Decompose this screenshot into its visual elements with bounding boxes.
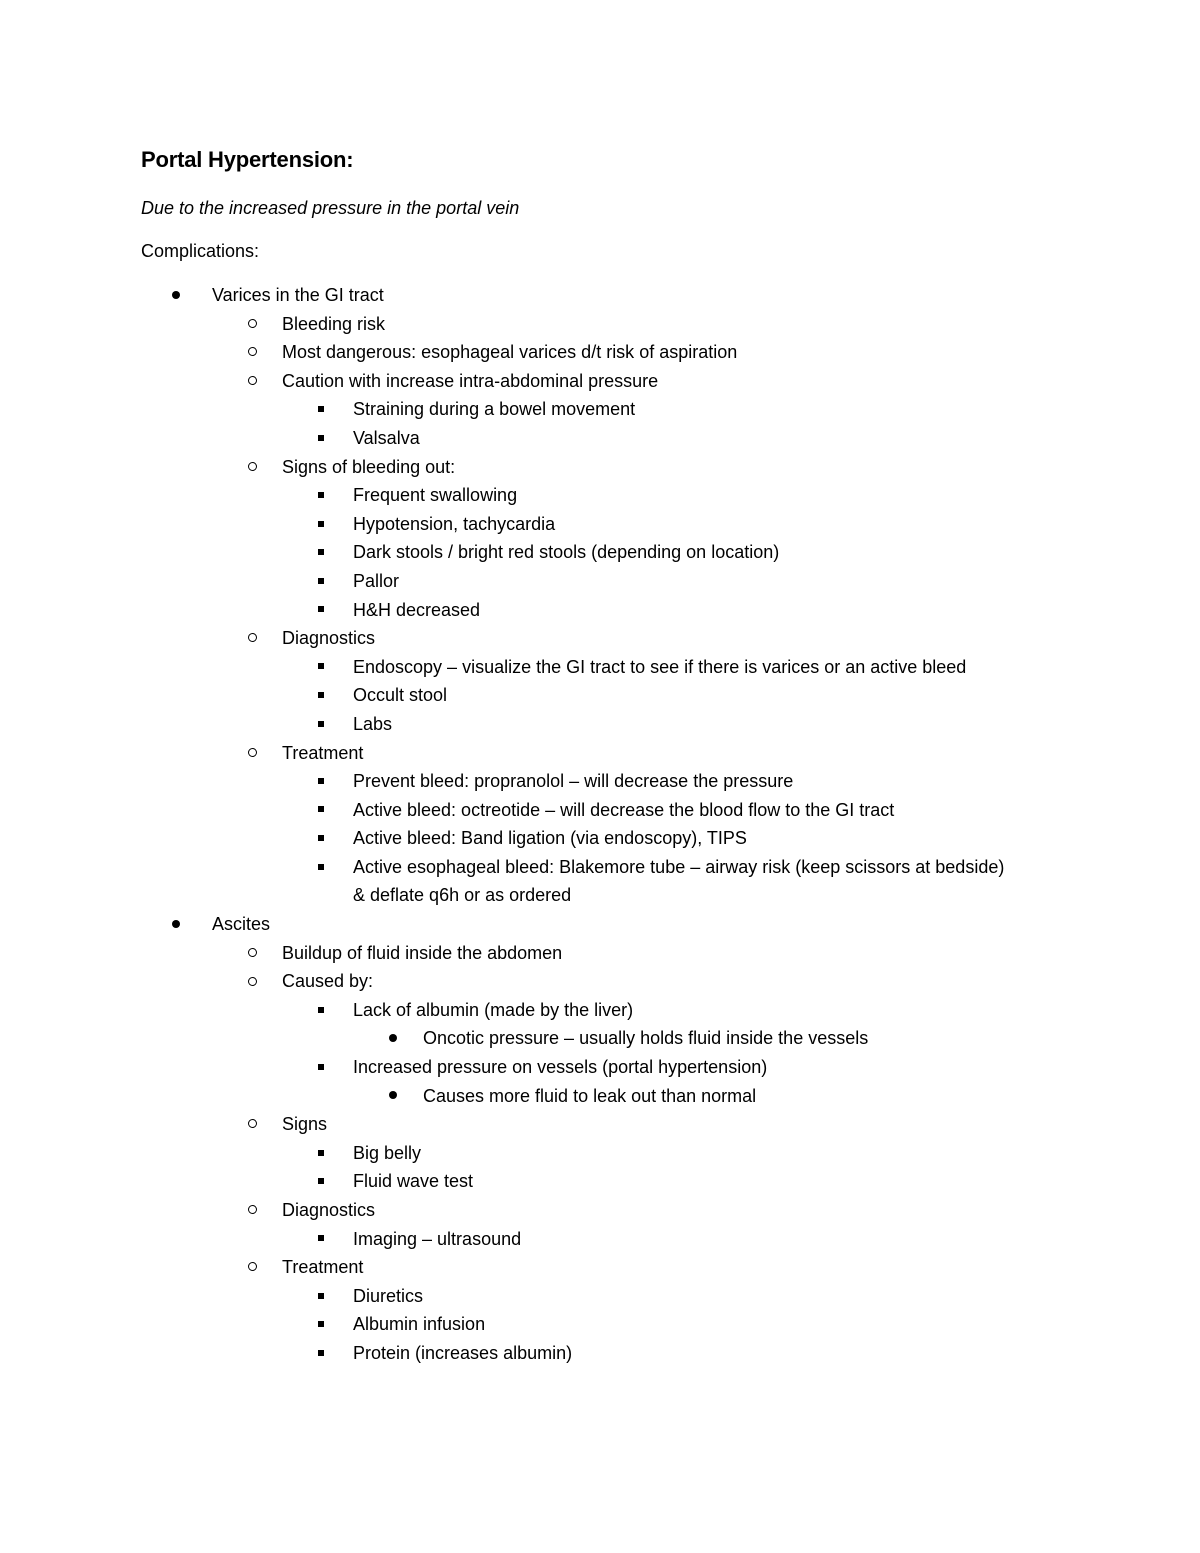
- page-title: Portal Hypertension:: [141, 147, 354, 172]
- list-item: Diagnostics: [0, 624, 1200, 653]
- bullet-square-icon: [318, 853, 324, 882]
- list-item: Causes more fluid to leak out than normal: [0, 1082, 1200, 1111]
- bullet-square-icon: [318, 395, 324, 424]
- list-item: Occult stool: [0, 681, 1200, 710]
- bullet-circle-icon: [248, 338, 257, 367]
- bullet-square-icon: [318, 796, 324, 825]
- list-item: H&H decreased: [0, 596, 1200, 625]
- list-item-varices: [0, 281, 1200, 310]
- bullet-square-icon: [318, 1339, 324, 1368]
- list-item: Frequent swallowing: [0, 481, 1200, 510]
- bullet-dot-icon: [389, 1024, 397, 1053]
- list-item-continuation: & deflate q6h or as ordered: [353, 885, 572, 906]
- list-item: Bleeding risk: [0, 310, 1200, 339]
- list-item: Active bleed: Band ligation (via endoscopy), TIPS: [0, 824, 1200, 853]
- bullet-circle-icon: [248, 453, 257, 482]
- bullet-square-icon: [318, 681, 324, 710]
- bullet-square-icon: [318, 1139, 324, 1168]
- list-item: Caused by:: [0, 967, 1200, 996]
- list-item: Dark stools / bright red stools (depending on location): [0, 538, 1200, 567]
- bullet-dot-icon: [172, 910, 180, 939]
- bullet-dot-icon: [172, 281, 180, 310]
- bullet-square-icon: [318, 1282, 324, 1311]
- bullet-square-icon: [318, 538, 324, 567]
- list-item: Fluid wave test: [0, 1167, 1200, 1196]
- list-item: Labs: [0, 710, 1200, 739]
- bullet-square-icon: [318, 1310, 324, 1339]
- bullet-square-icon: [318, 1225, 324, 1254]
- bullet-square-icon: [318, 424, 324, 453]
- list-item: Endoscopy – visualize the GI tract to see if there is varices or an active bleed: [0, 653, 1200, 682]
- list-item: Protein (increases albumin): [0, 1339, 1200, 1368]
- bullet-square-icon: [318, 653, 324, 682]
- bullet-circle-icon: [248, 939, 257, 968]
- bullet-circle-icon: [248, 1110, 257, 1139]
- bullet-dot-icon: [389, 1082, 397, 1111]
- list-item: Signs: [0, 1110, 1200, 1139]
- list-item: Increased pressure on vessels (portal hypertension): [0, 1053, 1200, 1082]
- bullet-square-icon: [318, 596, 324, 625]
- list-item: Lack of albumin (made by the liver): [0, 996, 1200, 1025]
- list-item: Caution with increase intra-abdominal pressure: [0, 367, 1200, 396]
- complications-list: [0, 281, 1200, 1368]
- list-item: Oncotic pressure – usually holds fluid inside the vessels: [0, 1024, 1200, 1053]
- bullet-square-icon: [318, 1053, 324, 1082]
- list-item: Active bleed: octreotide – will decrease the blood flow to the GI tract: [0, 796, 1200, 825]
- list-item: Big belly: [0, 1139, 1200, 1168]
- bullet-square-icon: [318, 824, 324, 853]
- bullet-square-icon: [318, 710, 324, 739]
- bullet-circle-icon: [248, 1196, 257, 1225]
- list-item-label: Ascites: [212, 914, 271, 935]
- bullet-square-icon: [318, 510, 324, 539]
- bullet-square-icon: [318, 567, 324, 596]
- list-item: Valsalva: [0, 424, 1200, 453]
- bullet-square-icon: [318, 1167, 324, 1196]
- list-item: Most dangerous: esophageal varices d/t risk of aspiration: [0, 338, 1200, 367]
- list-item: Signs of bleeding out:: [0, 453, 1200, 482]
- list-item: Diagnostics: [0, 1196, 1200, 1225]
- list-item: Active esophageal bleed: Blakemore tube – airway risk (keep scissors at bedside) & deflate q6h or as ordered: [0, 853, 1200, 910]
- subtitle: Due to the increased pressure in the portal vein: [141, 198, 520, 218]
- list-item-label: Varices in the GI tract: [212, 285, 384, 305]
- bullet-circle-icon: [248, 367, 257, 396]
- bullet-square-icon: [318, 767, 324, 796]
- list-item-ascites: [0, 910, 1200, 939]
- list-item: Buildup of fluid inside the abdomen: [0, 939, 1200, 968]
- list-item: Treatment: [0, 1253, 1200, 1282]
- list-item: Diuretics: [0, 1282, 1200, 1311]
- bullet-square-icon: [318, 996, 324, 1025]
- list-item: Straining during a bowel movement: [0, 395, 1200, 424]
- list-item: Prevent bleed: propranolol – will decrease the pressure: [0, 767, 1200, 796]
- list-item: Pallor: [0, 567, 1200, 596]
- bullet-square-icon: [318, 481, 324, 510]
- complications-label: Complications:: [141, 241, 260, 261]
- bullet-circle-icon: [248, 739, 257, 768]
- list-item: Hypotension, tachycardia: [0, 510, 1200, 539]
- bullet-circle-icon: [248, 1253, 257, 1282]
- list-item: Treatment: [0, 739, 1200, 768]
- bullet-circle-icon: [248, 310, 257, 339]
- bullet-circle-icon: [248, 624, 257, 653]
- list-item: Albumin infusion: [0, 1310, 1200, 1339]
- list-item: Imaging – ultrasound: [0, 1225, 1200, 1254]
- bullet-circle-icon: [248, 967, 257, 996]
